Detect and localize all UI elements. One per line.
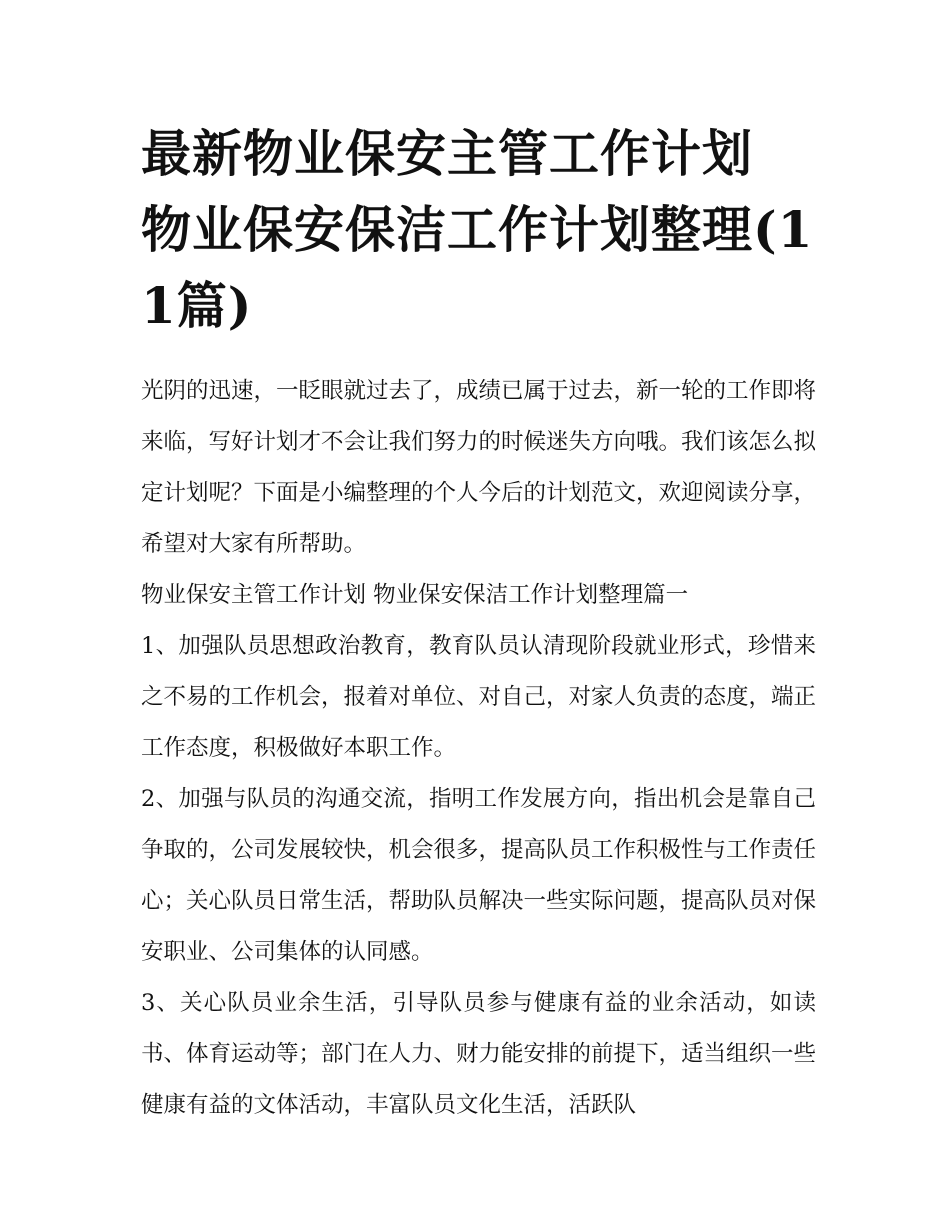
document-page [141, 116, 816, 1131]
title-spacer [141, 344, 816, 366]
paragraph-1: 1、加强队员思想政治教育，教育队员认清现阶段就业形式，珍惜来之不易的工作机会，报着对单位、对自己，对家人负责的态度，端正工作态度，积极做好本职工作。 [141, 633, 817, 761]
document-title: 最新物业保安主管工作计划 物业保安保洁工作计划整理(11篇) [141, 124, 814, 335]
section-heading: 物业保安主管工作计划 物业保安保洁工作计划整理篇一 [141, 582, 689, 608]
paragraph-3: 3、关心队员业余生活，引导队员参与健康有益的业余活动，如读书、体育运动等；部门在人力、财力能安排的前提下，适当组织一些健康有益的文体活动，丰富队员文化生活，活跃队 [141, 990, 817, 1118]
intro-paragraph: 光阴的迅速，一眨眼就过去了，成绩已属于过去，新一轮的工作即将来临，写好计划才不会让我们努力的时候迷失方向哦。我们该怎么拟定计划呢？下面是小编整理的个人今后的计划范文，欢迎阅读分享，希望对大家有所帮助。 [141, 378, 817, 557]
paragraph-2: 2、加强与队员的沟通交流，指明工作发展方向，指出机会是靠自己争取的，公司发展较快，机会很多，提高队员工作积极性与工作责任心；关心队员日常生活，帮助队员解决一些实际问题，提高队员对保安职业、公司集体的认同感。 [141, 786, 817, 965]
